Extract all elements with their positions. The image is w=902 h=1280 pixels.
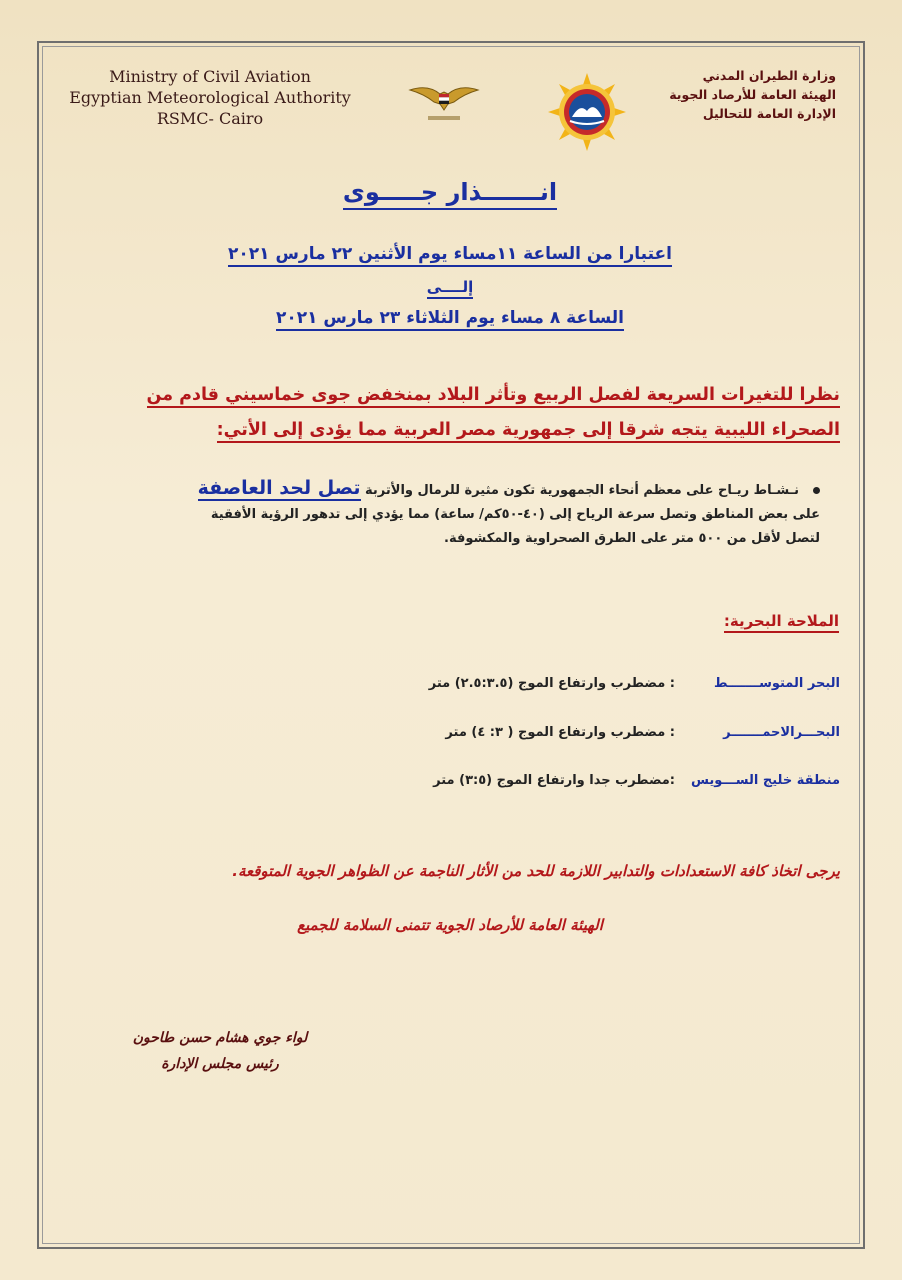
bullet-icon xyxy=(813,487,820,494)
sea-row-red-sea xyxy=(330,725,840,747)
sea-row-mediterranean xyxy=(330,676,840,698)
sea-state: : مضطرب وارتفاع الموج ( ٣: ٤) متر xyxy=(445,725,675,740)
rsmc-line: RSMC- Cairo xyxy=(156,109,264,128)
sea-row-gulf-of-suez xyxy=(330,773,840,795)
closing-safety: الهيئة العامة للأرصاد الجوية تتمنى السلامة للجميع xyxy=(297,916,603,934)
department-line-ar: الإدارة العامة للتحاليل xyxy=(702,106,836,121)
signature-name: لواء جوي هشام حسن طاحون xyxy=(132,1030,308,1046)
english-header xyxy=(60,66,360,129)
marine-section-title: الملاحة البحرية: xyxy=(724,612,839,630)
authority-line-ar: الهيئة العامة للأرصاد الجوية xyxy=(669,87,836,102)
arabic-header xyxy=(576,66,836,123)
bullet-lead: نـشـاط ريـاح على معظم أنحاء الجمهورية تكون مثيرة للرمال والأتربة xyxy=(365,483,799,498)
sea-state: :مضطرب جدا وارتفاع الموج (٣:٥) متر xyxy=(433,773,675,788)
period-to-word: إلــــى xyxy=(150,278,750,296)
closing-precautions: يرجى اتخاذ كافة الاستعدادات والتدابير اللازمة للحد من الأثار الناجمة عن الظواهر الجوية المتوقعة. xyxy=(232,862,840,880)
wind-warning-bullet xyxy=(60,476,820,551)
period-until: الساعة ٨ مساء يوم الثلاثاء ٢٣ مارس ٢٠٢١ xyxy=(150,308,750,328)
sea-name: منطقة خليج الســـويس xyxy=(691,773,840,788)
bullet-line-2: على بعض المناطق وتصل سرعة الرياح إلى (٤٠-٥٠كم/ ساعة) مما يؤدي إلى تدهور الرؤية الأفقية xyxy=(210,507,820,522)
gale-highlight: تصل لحد العاصفة xyxy=(197,477,361,499)
civil-aviation-eagle-logo xyxy=(408,80,480,124)
sea-state: : مضطرب وارتفاع الموج (٢.٥:٣.٥) متر xyxy=(428,676,675,691)
intro-line-2: الصحراء الليبية يتجه شرقا إلى جمهورية مصر العربية مما يؤدى إلى الأتي: xyxy=(60,420,840,440)
ministry-line: Ministry of Civil Aviation xyxy=(109,67,311,86)
sea-name: البحر المتوســـــــط xyxy=(714,676,840,691)
period-from: اعتبارا من الساعة ١١مساء يوم الأثنين ٢٢ مارس ٢٠٢١ xyxy=(150,244,750,264)
ministry-line-ar: وزارة الطيران المدني xyxy=(702,68,836,83)
intro-line-1: نظرا للتغيرات السريعة لفصل الربيع وتأثر البلاد بمنخفض جوى خماسيني قادم من xyxy=(60,385,840,405)
warning-title: انـــــــذار جـــــوى xyxy=(300,178,600,206)
bullet-line-3: لتصل لأقل من ٥٠٠ متر على الطرق الصحراوية والمكشوفة. xyxy=(444,531,820,546)
sea-name: البحـــرالاحمـــــــر xyxy=(723,725,840,740)
authority-line: Egyptian Meteorological Authority xyxy=(69,88,351,107)
signature-position: رئيس مجلس الإدارة xyxy=(161,1056,279,1072)
